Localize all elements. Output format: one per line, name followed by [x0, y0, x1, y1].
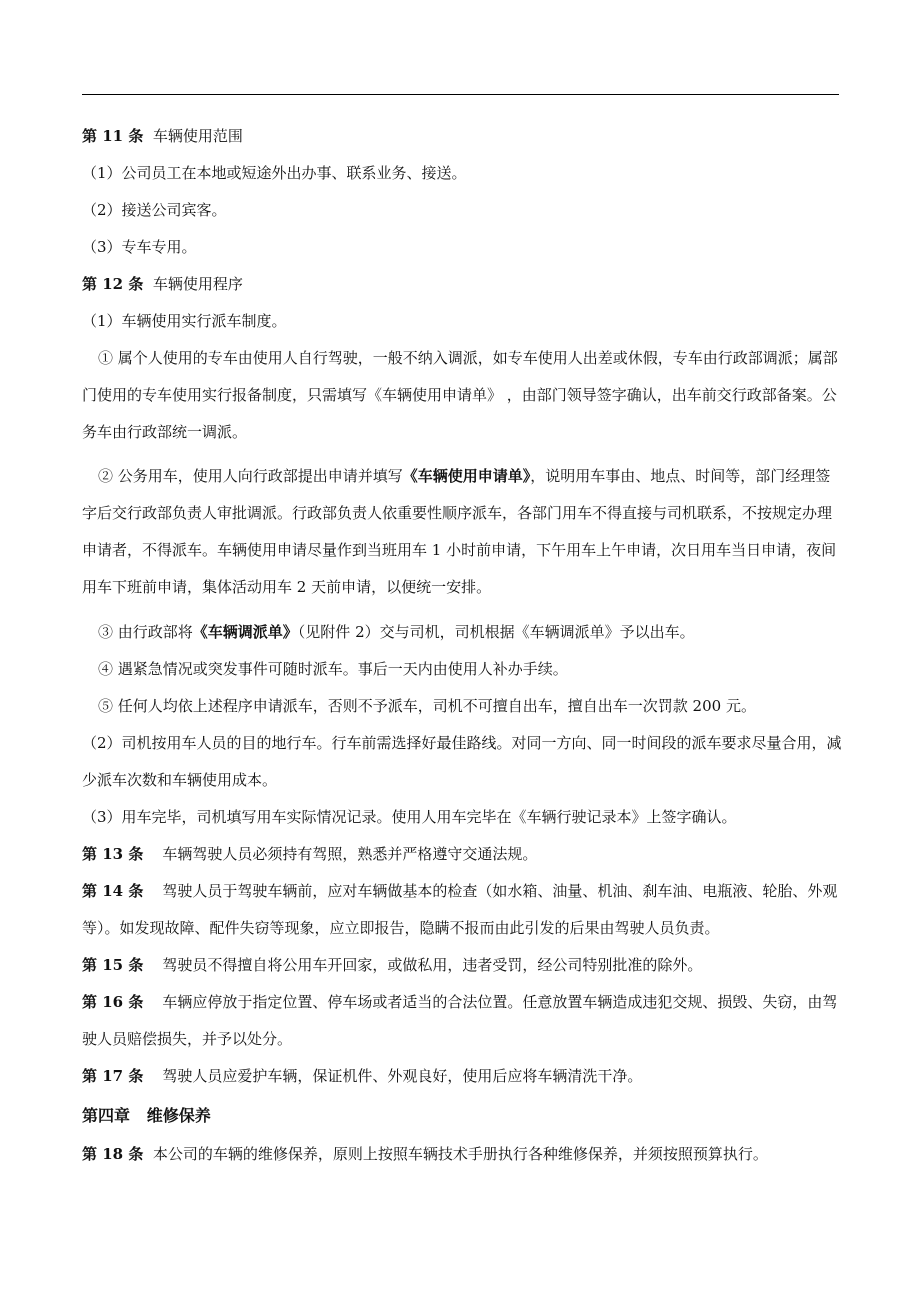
- article-14: [82, 873, 844, 947]
- chapter-4-title: 维修保养: [146, 1106, 211, 1125]
- article-11-item-2: （2）接送公司宾客。: [82, 201, 227, 219]
- clause-3-text-b: （见附件 2）交与司机，司机根据《车辆调派单》予以出车。: [297, 623, 695, 641]
- article-12-clause-4: ④ 遇紧急情况或突发事件可随时派车。事后一天内由使用人补办手续。: [98, 660, 568, 678]
- clause-2-text-a: ② 公务用车，使用人向行政部提出申请并填写: [98, 467, 403, 485]
- article-12-label: 第 12 条: [82, 275, 144, 293]
- article-18-text: 本公司的车辆的维修保养，原则上按照车辆技术手册执行各种维修保养，并须按照预算执行。: [152, 1145, 768, 1163]
- article-12-para-3: （3）用车完毕，司机填写用车实际情况记录。使用人用车完毕在《车辆行驶记录本》上签字确认。: [82, 808, 737, 826]
- article-16: [82, 984, 844, 1058]
- article-18-label: 第 18 条: [82, 1145, 144, 1163]
- article-12-para-2: （2）司机按用车人员的目的地行车。行车前需选择好最佳路线。对同一方向、同一时间段的派车要求尽量合用，减少派车次数和车辆使用成本。: [82, 734, 842, 789]
- article-16-label: 第 16 条: [82, 993, 144, 1011]
- article-15-text: 驾驶员不得擅自将公用车开回家，或做私用，违者受罚，经公司特别批准的除外。: [162, 956, 703, 974]
- article-13-label: 第 13 条: [82, 845, 144, 863]
- clause-2-form-name: 《车辆使用申请单》: [402, 467, 531, 485]
- article-12-title: 车辆使用程序: [152, 275, 243, 293]
- article-15-label: 第 15 条: [82, 956, 144, 974]
- article-13: [82, 836, 844, 873]
- clause-3-text-a: ③ 由行政部将: [98, 623, 193, 641]
- article-16-text: 车辆应停放于指定位置、停车场或者适当的合法位置。任意放置车辆造成违犯交规、损毁、失窃，由驾驶人员赔偿损失，并予以处分。: [82, 993, 838, 1048]
- chapter-4-label: 第四章: [82, 1106, 131, 1125]
- article-11-item-3: （3）专车专用。: [82, 238, 197, 256]
- article-14-text: 驾驶人员于驾驶车辆前，应对车辆做基本的检查（如水箱、油量、机油、刹车油、电瓶液、轮胎、外观等）。如发现故障、配件失窃等现象，应立即报告，隐瞒不报而由此引发的后果由驾驶人员负责。: [82, 882, 838, 937]
- article-17-text: 驾驶人员应爱护车辆，保证机件、外观良好，使用后应将车辆清洗干净。: [162, 1067, 643, 1085]
- article-18: [82, 1136, 844, 1173]
- clause-3-form-name: 《车辆调派单》: [192, 623, 298, 641]
- article-12-clause-1: [82, 340, 844, 451]
- article-13-text: 车辆驾驶人员必须持有驾照，熟悉并严格遵守交通法规。: [162, 845, 538, 863]
- article-11: [82, 118, 844, 266]
- article-11-item-1: （1）公司员工在本地或短途外出办事、联系业务、接送。: [82, 164, 467, 182]
- article-17-label: 第 17 条: [82, 1067, 144, 1085]
- article-12-clause-2: [82, 458, 844, 606]
- article-12-clause-5: ⑤ 任何人均依上述程序申请派车，否则不予派车，司机不可擅自出车，擅自出车一次罚款 200 元。: [98, 697, 756, 715]
- article-11-title: 车辆使用范围: [152, 127, 243, 145]
- article-11-label: 第 11 条: [82, 127, 144, 145]
- article-14-label: 第 14 条: [82, 882, 144, 900]
- header-rule: [82, 94, 839, 95]
- clause-1-text: ① 属个人使用的专车由使用人自行驾驶，一般不纳入调派，如专车使用人出差或休假，专车由行政部调派；属部门使用的专车使用实行报备制度，只需填写《车辆使用申请单》 ，由部门领导签字确认，出车前交行政部备案。公务车由行政部统一调派。: [82, 349, 838, 441]
- article-15: [82, 947, 844, 984]
- clause-2-text-b: ，说明用车事由、地点、时间等，部门经理签字后交行政部负责人审批调派。行政部负责人依重要性顺序派车，各部门用车不得直接与司机联系，不按规定办理申请者，不得派车。车辆使用申请尽量作到当班用车 1 小时前申请，下午用车上午申请，次日用车当日申请，夜间用车下班前申请，集体活动用车 2 天前申请，以便统一安排。: [82, 467, 837, 596]
- article-12: [82, 266, 844, 340]
- article-12-clauses-3-5: [82, 614, 844, 725]
- article-17: [82, 1058, 844, 1095]
- article-12-para-1: （1）车辆使用实行派车制度。: [82, 312, 287, 330]
- chapter-4-heading: [82, 1096, 844, 1136]
